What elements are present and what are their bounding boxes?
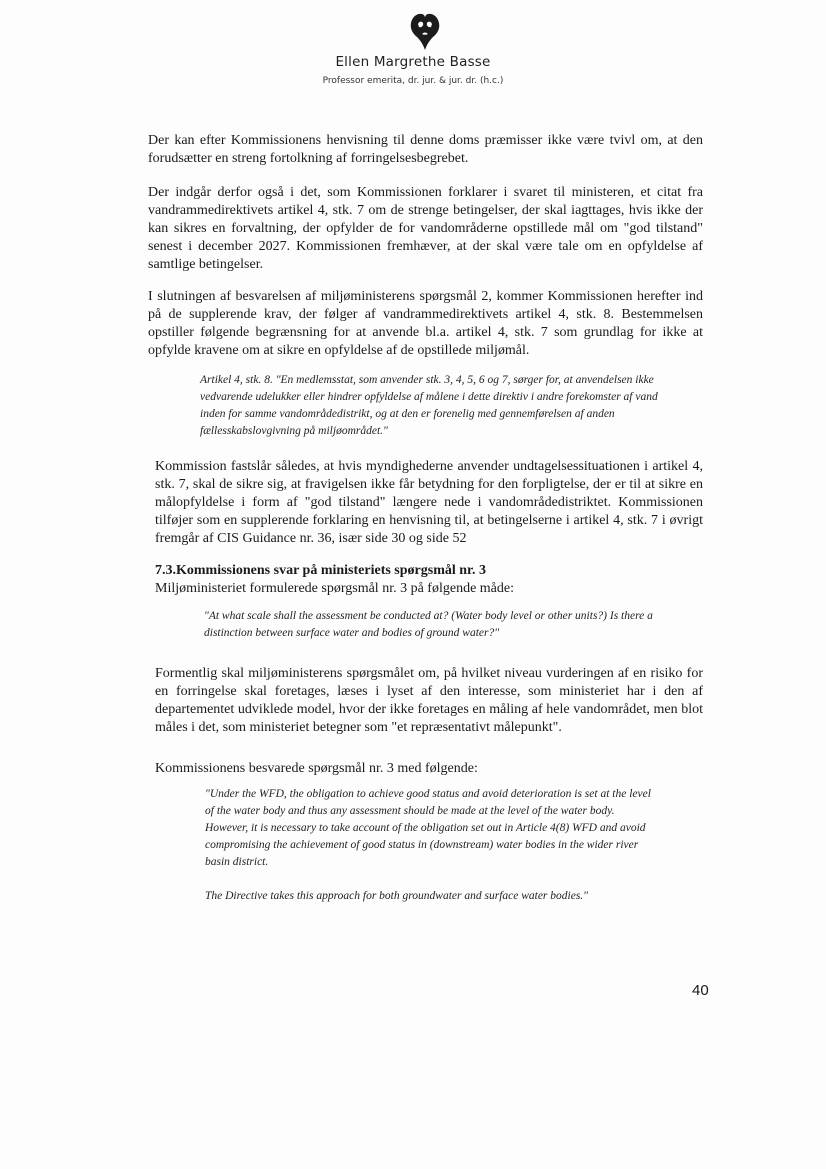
paragraph-1: Der kan efter Kommissionens henvisning til denne doms præmisser ikke være tvivl om, at den forudsætter en streng fortolkning af forringelsesbegrebet. [148,133,703,166]
paragraph-5: Miljøministeriet formulerede spørgsmål nr. 3 på følgende måde: [155,581,514,596]
paragraph-7: Kommissionens besvarede spørgsmål nr. 3 med følgende: [155,761,478,776]
quote-commission-answer: "Under the WFD, the obligation to achieve good status and avoid deterioration is set at the level of the water body and thus any assessment should be made at the level of the water body. However, it is necessary to take account of the obligation set out in Article 4(8) WFD and avoid compromising the achievement of good status in (downstream) water bodies in the wider river basin district. [205,788,651,868]
logo-emblem-icon [408,10,442,52]
page-number: 40 [692,982,709,999]
author-name: Ellen Margrethe Basse [335,54,491,70]
quote-question-3: "At what scale shall the assessment be conducted at? (Water body level or other units?) Is there a distinction between surface water and bodies of ground water?" [204,610,653,639]
paragraph-2: Der indgår derfor også i det, som Kommissionen forklarer i svaret til ministeren, et citat fra vandrammedirektivets artikel 4, stk. 7 om de strenge betingelser, der skal iagttages, hvis ikke der kan sikres en forvaltning, der opfylder de for vandområderne opstillede mål om "god tilstand" senest i december 2027. Kommissionen fremhæver, at der skal være tale om en opfyldelse af samtlige betingelser. [148,185,703,272]
author-title: Professor emerita, dr. jur. & jur. dr. (h.c.) [322,76,504,86]
section-heading: 7.3.Kommissionens svar på ministeriets spørgsmål nr. 3 [155,563,486,578]
paragraph-4: Kommission fastslår således, at hvis myndighederne anvender undtagelsessituationen i artikel 4, stk. 7, skal de sikre sig, at fravigelsen ikke får betydning for den forpligtelse, der er til at sikre en målopfyldelse i form af "god tilstand" længere nede i vandområdedistriktet. Kommissionen tilføjer som en supplerende forklaring en henvisning til, at betingelserne i artikel 4, stk. 7 i øvrigt fremgår af CIS Guidance nr. 36, især side 30 og side 52 [155,459,703,546]
quote-directive-approach: The Directive takes this approach for both groundwater and surface water bodies." [205,890,589,902]
paragraph-3: I slutningen af besvarelsen af miljøministerens spørgsmål 2, kommer Kommissionen herefter ind på de supplerende krav, der følger af vandrammedirektivets artikel 4, stk. 8. Bestemmelsen opstiller følgende begrænsning for at anvende bl.a. artikel 4, stk. 7 som grundlag for ikke at opfylde kravene om at sikre en opfyldelse af de opstillede miljømål. [148,289,703,358]
paragraph-6: Formentlig skal miljøministerens spørgsmålet om, på hvilket niveau vurderingen af en risiko for en forringelse skal foretages, læses i lyset af den interesse, som ministeriet har i den af departementet udviklede model, hvor der ikke foretages en måling af hele vandområdet, men blot måles i det, som ministeriet betegner som "et repræsentativt målepunkt". [155,666,703,735]
quote-article-4-8: Artikel 4, stk. 8. "En medlemsstat, som anvender stk. 3, 4, 5, 6 og 7, sørger for, at anvendelsen ikke vedvarende udelukker eller hindrer opfyldelse af målene i dette direktiv i andre forekomster af vand inden for samme vandområdedistrikt, og at den er forenelig med gennemførelsen af anden fællesskabslovgivning på miljøområdet." [200,374,658,437]
